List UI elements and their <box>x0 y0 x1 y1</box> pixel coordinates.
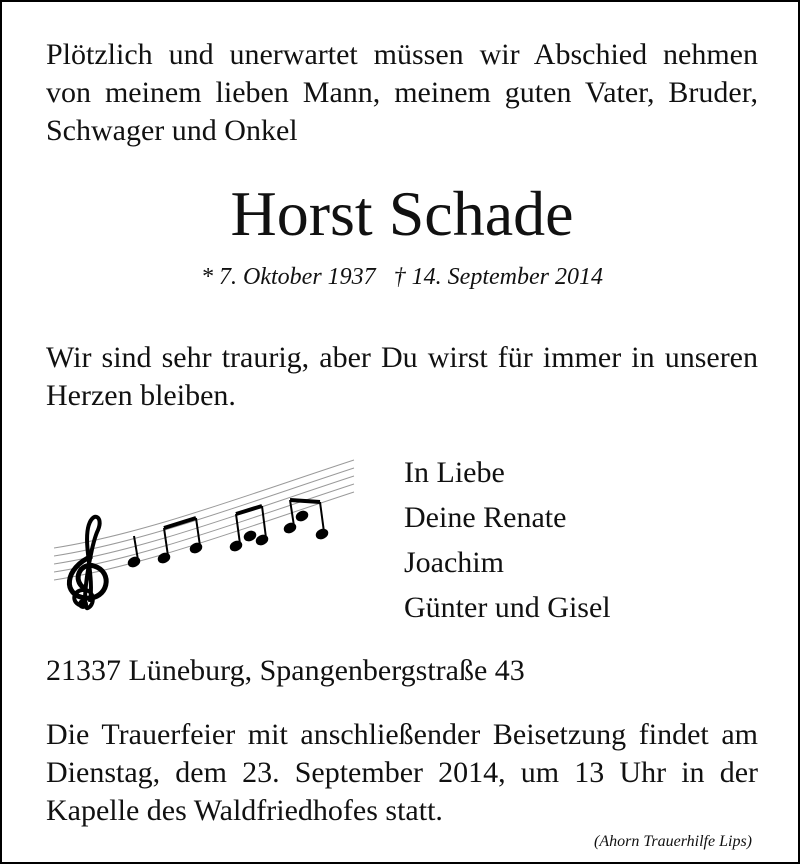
signature-line: In Liebe <box>404 456 505 489</box>
family-address: 21337 Lüneburg, Spangenbergstraße 43 <box>46 654 525 687</box>
farewell-message: Wir sind sehr traurig, aber Du wirst für immer in unseren Herzen bleiben. <box>46 341 758 412</box>
signature-line: Deine Renate <box>404 501 567 534</box>
intro-text: Plötzlich und unerwartet müssen wir Abschied nehmen von meinem lieben Mann, meinem guten Vater, Bruder, Schwager und Onkel <box>46 38 758 147</box>
life-dates <box>2 262 800 292</box>
deceased-name: Horst Schade <box>230 178 574 249</box>
signature-line: Joachim <box>404 546 504 579</box>
birth-date: * 7. Oktober 1937 <box>201 264 376 290</box>
signature-block <box>404 450 611 630</box>
funeral-home-credit: (Ahorn Trauerhilfe Lips) <box>594 833 752 850</box>
signature-line: Günter und Gisel <box>404 591 611 624</box>
death-date: † 14. September 2014 <box>393 264 603 290</box>
funeral-info: Die Trauerfeier mit anschließender Beisetzung findet am Dienstag, dem 23. September 2014, um 13 Uhr in der Kapelle des Waldfriedhofes statt. <box>46 718 758 827</box>
music-notes-icon <box>54 456 364 616</box>
